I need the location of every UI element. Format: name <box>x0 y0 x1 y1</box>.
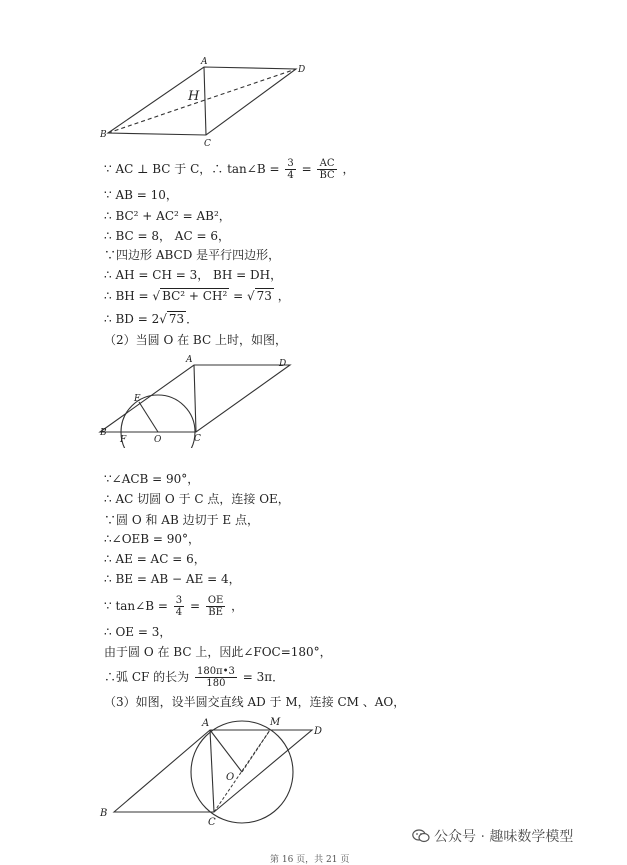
label-C: C <box>194 434 201 444</box>
part2-line-5: ∴ AE = AC = 6， <box>104 552 206 566</box>
wechat-icon <box>412 829 430 843</box>
label-M: M <box>270 717 281 728</box>
part1-line-7: ∴ BH = √ BC² + CH² = √ 73 ， <box>104 289 290 303</box>
part1-line-2: ∵ AB = 10， <box>104 188 178 202</box>
fraction-arc-length: $\frac{180\pi•3}{180}$ <box>196 666 235 689</box>
fraction-3-4: $\frac{3}{4}$ <box>287 158 294 181</box>
label-B: B <box>100 808 108 819</box>
label-O: O <box>154 435 162 445</box>
fraction-3-4: $\frac{3}{4}$ <box>175 595 183 618</box>
label-O: O <box>226 772 235 783</box>
part2-line-6: ∴ BE = AB − AE = 4， <box>104 572 241 586</box>
part1-line-1: ∵ AC ⊥ BC 于 C，∴ tan∠B = $\frac{3}{4}$ = $\frac{AC}{BC}$ ， <box>104 158 355 181</box>
figure-semicircle <box>98 714 328 829</box>
watermark-account-name: 趣味数学模型 <box>489 829 574 845</box>
part1-line-8: ∴ BD = 2√ 73 ． <box>104 312 199 326</box>
part1-line-5: ∵四边形 ABCD 是平行四边形， <box>104 248 281 262</box>
figure-parallelogram-1 <box>100 55 310 150</box>
fraction-ac-bc: $\frac{AC}{BC}$ <box>319 158 335 181</box>
part2-line-9: 由于圆 O 在 BC 上，因此∠FOC=180°， <box>104 645 332 659</box>
page-footer: 第 16 页，共 21 页 <box>270 855 350 865</box>
part2-line-8: ∴ OE = 3， <box>104 625 172 639</box>
label-H: H <box>188 89 200 104</box>
fraction-oe-be: $\frac{OE}{BE}$ <box>207 595 224 618</box>
label-B: B <box>100 130 107 140</box>
label-C: C <box>204 139 211 149</box>
part2-line-2: ∴ AC 切圆 O 于 C 点，连接 OE， <box>104 492 290 506</box>
part2-title: （2）当圆 O 在 BC 上时，如图， <box>104 333 287 347</box>
label-A: A <box>201 57 208 67</box>
label-A: A <box>186 355 193 365</box>
label-D: D <box>298 65 306 75</box>
watermark-separator: · <box>480 829 485 845</box>
part1-line-4: ∴ BC = 8， AC = 6， <box>104 229 230 243</box>
part2-line-10: ∴弧 CF 的长为 $\frac{180\pi•3}{180}$ = 3π． <box>104 666 285 689</box>
label-D: D <box>279 359 287 369</box>
label-E: E <box>134 394 141 404</box>
label-A: A <box>202 718 210 729</box>
part2-line-7: ∵ tan∠B = $\frac{3}{4}$ = $\frac{OE}{BE}$ ， <box>104 595 244 618</box>
part1-line-3: ∴ BC² + AC² = AB²， <box>104 209 231 223</box>
watermark-label: 公众号 <box>434 829 476 845</box>
watermark <box>412 826 573 846</box>
label-B: B <box>100 428 107 438</box>
label-C: C <box>208 817 216 828</box>
label-D: D <box>314 726 323 737</box>
figure-circle-on-bc <box>94 353 304 448</box>
label-F: F <box>120 435 127 445</box>
part2-line-4: ∴∠OEB = 90°， <box>104 532 201 546</box>
part1-line-6: ∴ AH = CH = 3， BH = DH， <box>104 268 283 282</box>
part3-title: （3）如图，设半圆交直线 AD 于 M，连接 CM 、AO， <box>104 695 406 709</box>
part2-line-1: ∵∠ACB = 90°， <box>104 472 200 486</box>
part2-line-3: ∵圆 O 和 AB 边切于 E 点， <box>104 513 259 527</box>
